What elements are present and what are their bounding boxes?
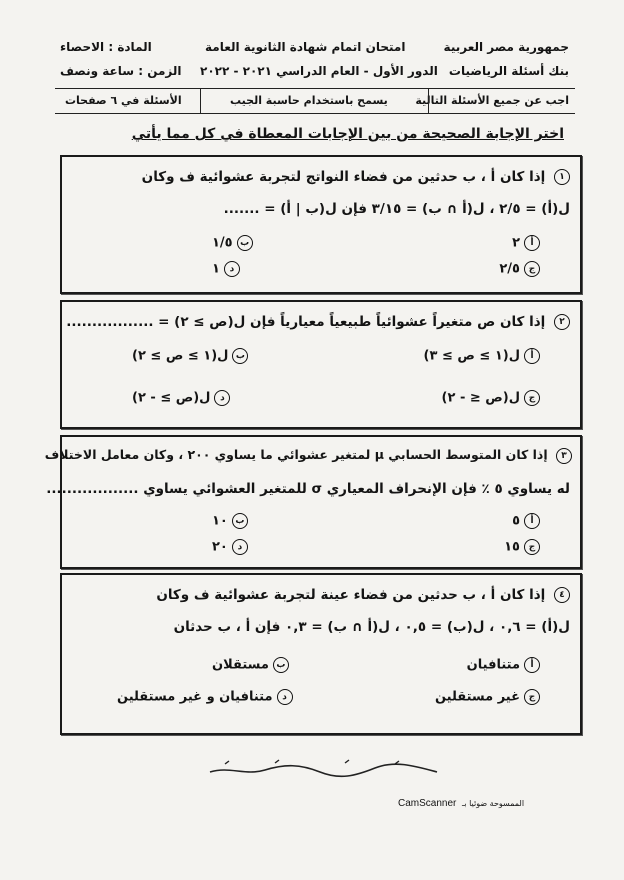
q1-option-d[interactable]: د١ <box>212 261 240 277</box>
header-session: الدور الأول - العام الدراسي ٢٠٢١ - ٢٠٢٢ <box>200 64 438 78</box>
header-bank: بنك أسئلة الرياضيات <box>448 64 569 78</box>
q4-option-d[interactable]: دمتنافيان و غير مستقلين <box>117 689 293 705</box>
question-4-line1: ٤ إذا كان أ ، ب حدثين من فضاء عينة لتجربة عشوائية ف وكان <box>156 587 570 603</box>
header-pages: الأسئلة في ٦ صفحات <box>65 94 182 107</box>
question-4-box <box>60 573 582 735</box>
question-1-line2: ل(أ) = ٢/٥ ، ل(أ ∩ ب) = ٣/١٥ فإن ل(ب | أ) = ....... <box>223 201 570 217</box>
question-4-line2: ل(أ) = ٠,٦ ، ل(ب) = ٠,٥ ، ل(أ ∩ ب) = ٠,٣ فإن أ ، ب حدثان <box>173 619 570 635</box>
q3-option-d[interactable]: د٢٠ <box>212 539 248 555</box>
q1-option-a[interactable]: أ٢ <box>512 235 540 251</box>
header-answer-all: اجب عن جميع الأسئلة التالية <box>415 94 569 107</box>
header-exam: امتحان اتمام شهادة الثانوية العامة <box>205 40 406 54</box>
question-3-box <box>44 435 582 569</box>
question-number-marker: ٤ <box>554 587 570 603</box>
header-time: الزمن : ساعة ونصف <box>60 64 182 78</box>
handwritten-scribble <box>205 758 445 780</box>
header-calculator: يسمح باستخدام حاسبة الجيب <box>230 94 388 107</box>
question-1-line1: ١ إذا كان أ ، ب حدثين من فضاء النواتج لتجربة عشوائية ف وكان <box>142 169 570 185</box>
q2-option-d[interactable]: دل(ص ≥ - ٢) <box>132 390 230 406</box>
question-3-line1: ٣ إذا كان المتوسط الحسابي μ لمتغير عشوائي ما يساوي ٢٠٠ ، وكان معامل الاختلاف <box>45 447 572 464</box>
header-rule-top <box>55 88 575 89</box>
scanned-with-label: الممسوحة ضوئيا بـ <box>462 799 525 808</box>
camscanner-label: CamScanner <box>398 798 457 809</box>
q4-option-c[interactable]: جغير مستقلين <box>435 689 540 705</box>
q2-option-b[interactable]: بل(١ ≥ ص ≥ ٢) <box>132 348 248 364</box>
question-3-line2: له يساوي ٥ ٪ فإن الإنحراف المعياري σ للمتغير العشوائي يساوي .................. <box>46 481 570 497</box>
question-2-line1: ٢ إذا كان ص متغيراً عشوائياً طبيعياً معيارياً فإن ل(ص ≥ ٢) = ................. <box>66 314 570 330</box>
q3-option-c[interactable]: ج١٥ <box>504 539 540 555</box>
q2-option-a[interactable]: أل(١ ≥ ص ≥ ٣) <box>424 348 540 364</box>
q2-option-c[interactable]: جل(ص ≤ - ٢) <box>442 390 540 406</box>
question-number-marker: ١ <box>554 169 570 185</box>
q3-option-a[interactable]: أ٥ <box>512 513 540 529</box>
header-divider-left <box>200 89 201 113</box>
header-country: جمهورية مصر العربية <box>443 40 569 54</box>
q1-option-b[interactable]: ب١/٥ <box>212 235 253 251</box>
instruction-heading: اختر الإجابة الصحيحة من بين الإجابات المعطاة في كل مما يأتي <box>131 126 564 142</box>
question-2-box <box>60 300 582 429</box>
q4-option-b[interactable]: بمستقلان <box>212 657 289 673</box>
question-number-marker: ٢ <box>554 314 570 330</box>
q3-option-b[interactable]: ب١٠ <box>212 513 248 529</box>
question-number-marker: ٣ <box>556 448 572 464</box>
q4-option-a[interactable]: أمتنافيان <box>467 657 540 673</box>
question-1-box <box>60 155 582 294</box>
q1-option-c[interactable]: ج٢/٥ <box>499 261 540 277</box>
header-divider-right <box>428 89 429 113</box>
header-subject: المادة : الاحصاء <box>60 40 152 54</box>
header-rule-bottom <box>55 113 575 114</box>
